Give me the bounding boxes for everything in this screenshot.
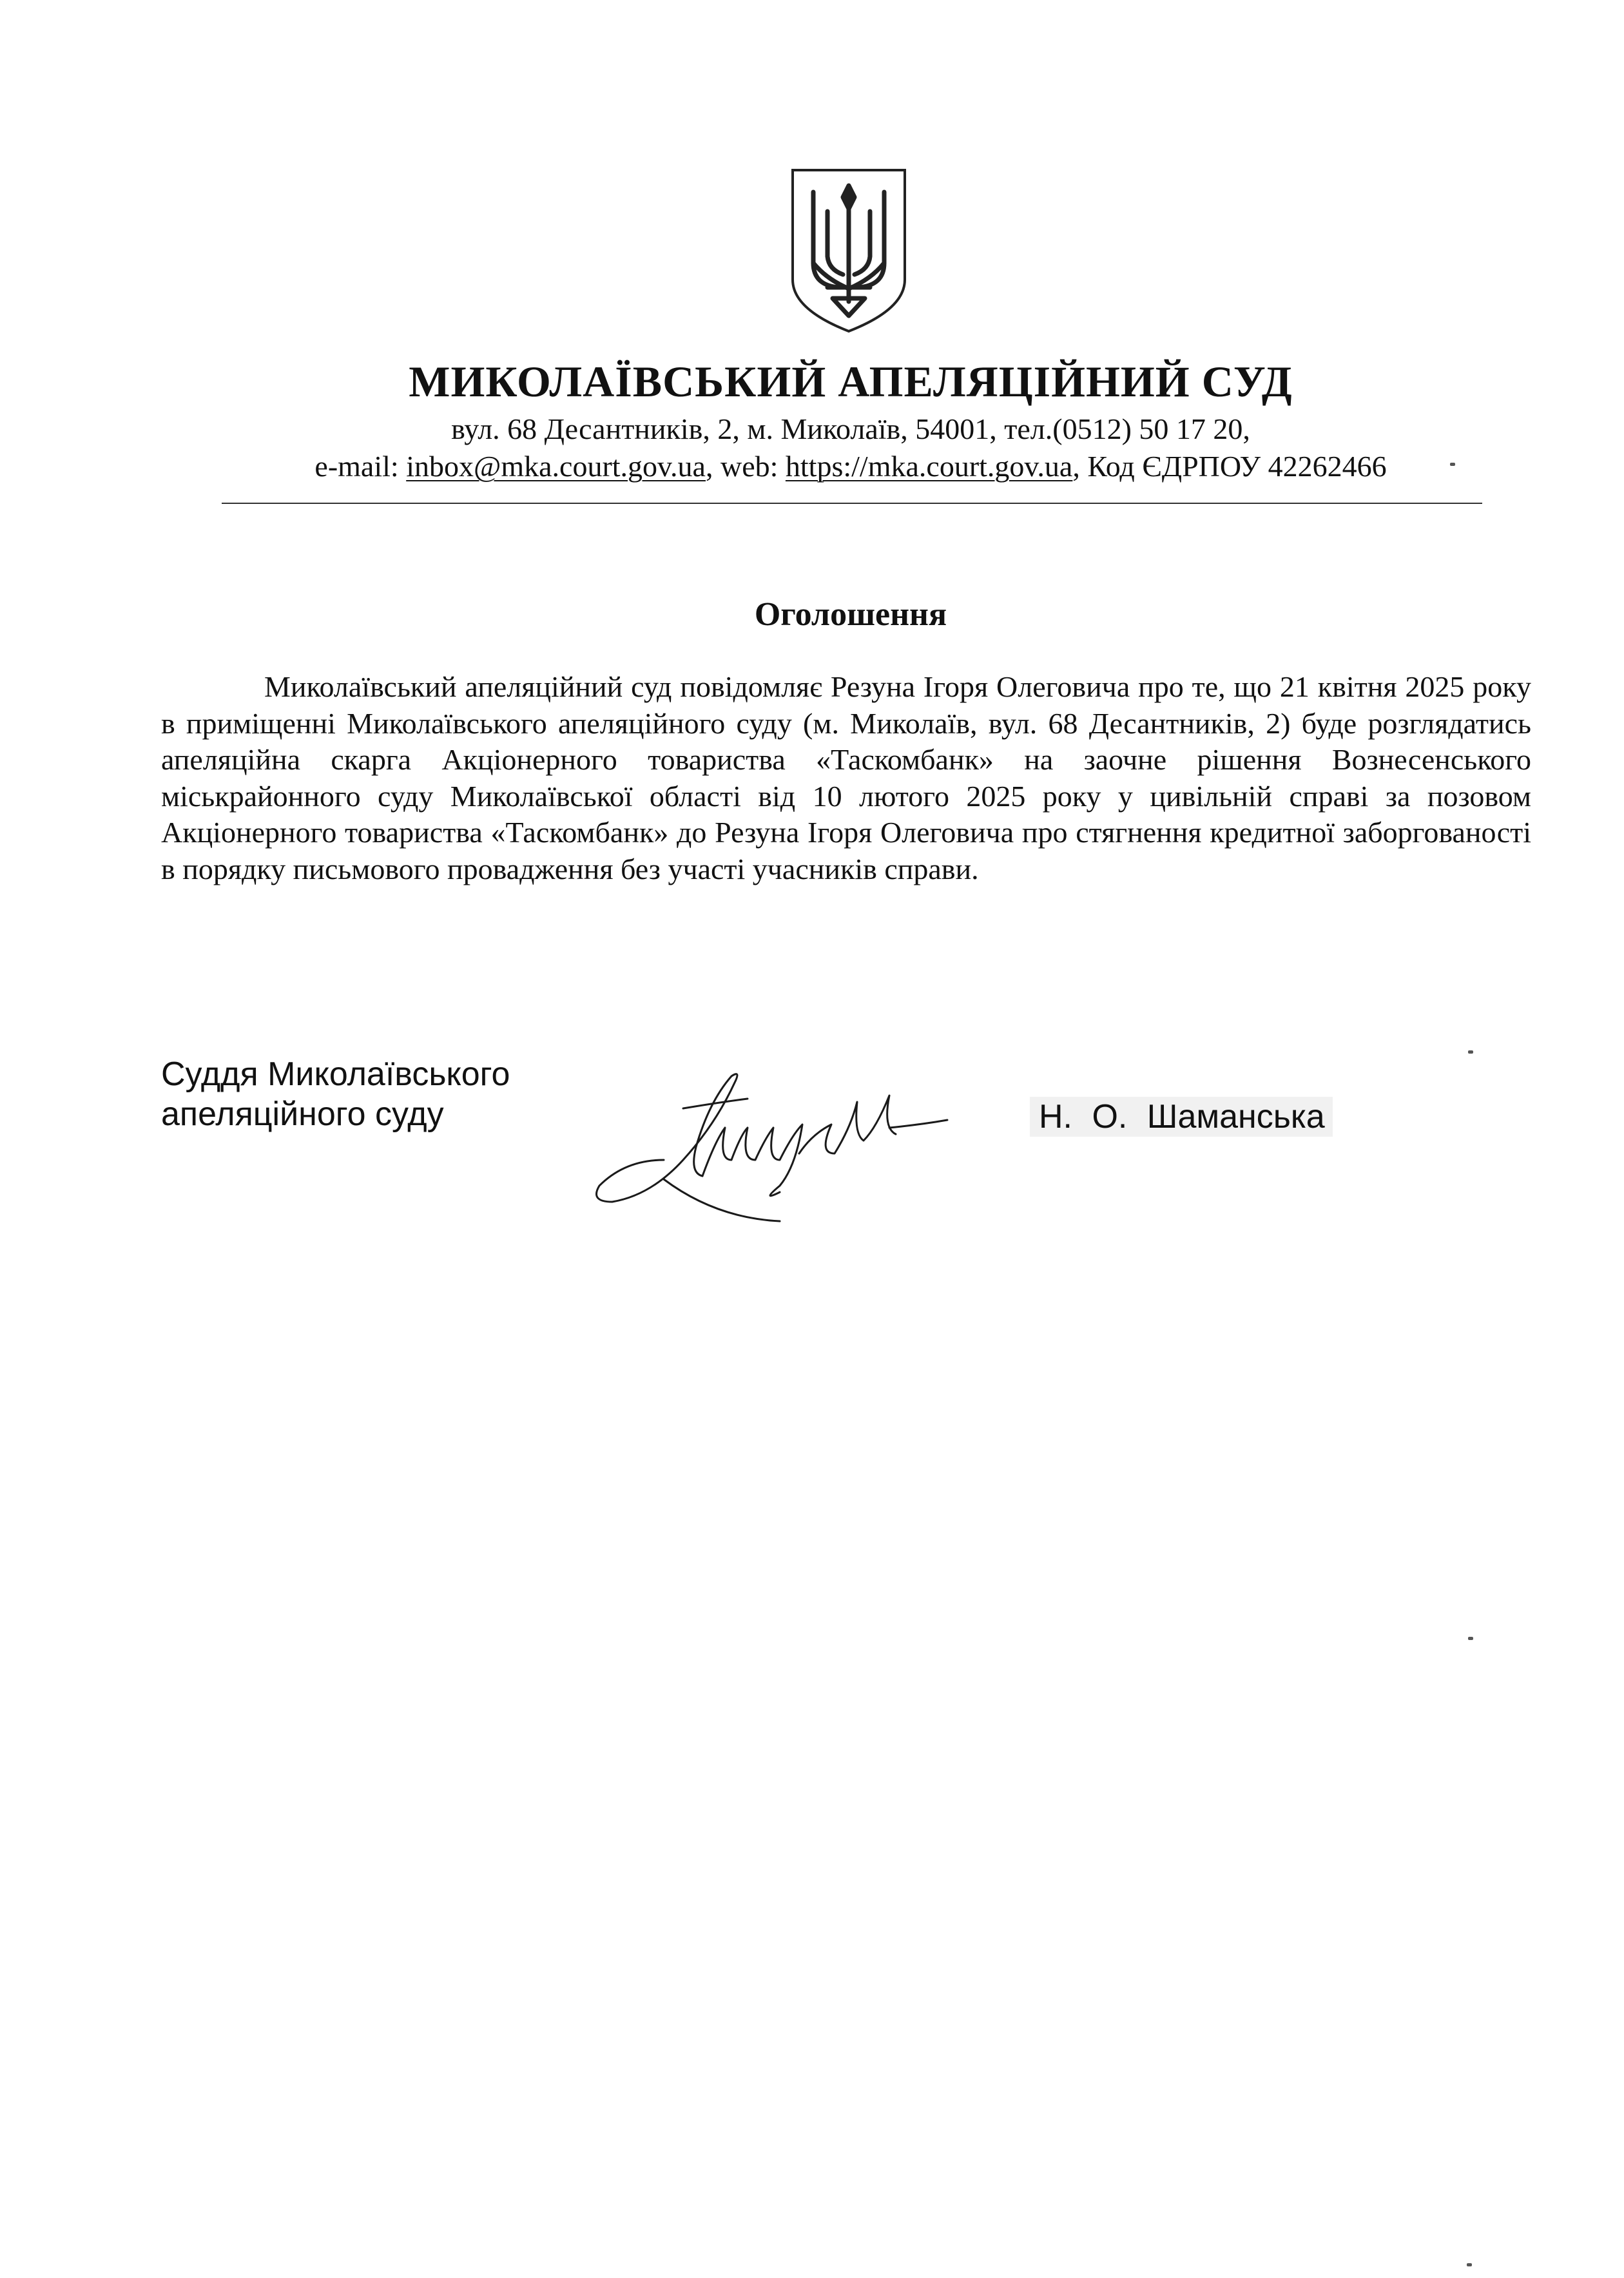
document-title: Оголошення: [754, 596, 947, 633]
signatory-position: [161, 1054, 510, 1134]
signatory-position-line2: апеляційного суду: [161, 1096, 444, 1133]
judge-name: Н. О. Шаманська: [1030, 1097, 1333, 1137]
scan-speck: [1450, 463, 1455, 466]
trident-emblem-icon: [788, 166, 910, 335]
email-label: e-mail:: [314, 450, 407, 483]
scan-speck: [1468, 1637, 1473, 1640]
court-address: вул. 68 Десантників, 2, м. Миколаїв, 54001, тел.(0512) 50 17 20,: [451, 412, 1250, 445]
edrpou-code: , Код ЄДРПОУ 42262466: [1072, 450, 1387, 483]
court-contacts: [0, 449, 1624, 485]
web-label: , web:: [705, 450, 786, 483]
web-link[interactable]: https://mka.court.gov.ua: [785, 450, 1073, 483]
header-divider: [222, 503, 1482, 504]
scan-speck: [1468, 1050, 1473, 1054]
email-link[interactable]: inbox@mka.court.gov.ua: [406, 450, 706, 483]
signatory-position-line1: Суддя Миколаївського: [161, 1056, 510, 1093]
announcement-body: Миколаївський апеляційний суд повідомляє Резуна Ігоря Олеговича про те, що 21 квітня 2025 року в приміщенні Миколаївського апеляційного суду (м. Миколаїв, вул. 68 Десантників, 2) буде розглядатись апеляційна скарга Акціонерного товариства «Таскомбанк» на заочне рішення Вознесенського міськрайонного суду Миколаївської області від 10 лютого 2025 року у цивільній справі за позовом Акціонерного товариства «Таскомбанк» до Резуна Ігоря Олеговича про стягнення кредитної заборгованості в порядку письмового провадження без участі учасників справи.: [161, 670, 1531, 885]
scan-speck: [1467, 2263, 1472, 2266]
court-name: МИКОЛАЇВСЬКИЙ АПЕЛЯЦІЙНИЙ СУД: [409, 357, 1293, 406]
handwritten-signature: [586, 1063, 980, 1224]
